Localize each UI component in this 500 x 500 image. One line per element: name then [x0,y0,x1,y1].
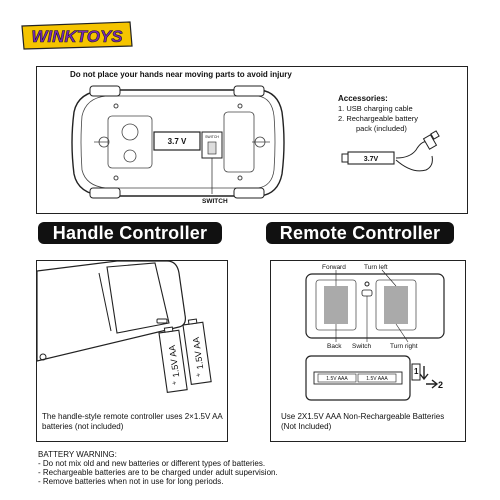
car-underside-diagram [64,82,288,202]
remote-step-1: 1 [414,367,419,376]
handle-battery-2-label: 1.5V AA [190,336,206,370]
battery-warning-item: - Do not mix old and new batteries or different types of batteries. [38,459,266,468]
remote-battery-1-label: 1.5V AAA [326,376,348,382]
remote-controller-caption: Use 2X1.5V AAA Non-Rechargeable Batteries (Not Included) [281,412,445,431]
car-switch-small-label: SWITCH [205,135,219,139]
remote-step-2: 2 [438,380,444,390]
battery-pack-label: 3.7V [363,156,379,163]
winktoys-logo [18,18,136,52]
turn-right-label: Turn right [390,343,418,350]
battery-warning-item: - Rechargeable batteries are to be charged under adult supervision. [38,468,278,477]
remote-battery-2-label: 1.5V AAA [366,376,388,382]
remote-controller-heading: Remote Controller [266,222,454,244]
injury-warning: Do not place your hands near moving parts to avoid injury [70,70,292,79]
car-battery-label: 3.7 V [167,137,187,146]
accessories-title: Accessories: [338,94,388,103]
handle-controller-heading: Handle Controller [38,222,222,244]
accessory-item-usb: 1. USB charging cable [338,104,413,113]
accessory-item-battery: 2. Rechargeable battery [338,114,419,123]
remote-controller-diagram [300,262,450,410]
handle-battery-1-label: 1.5V AA [166,344,182,378]
handle-controller-diagram [37,261,227,409]
battery-warning-title: BATTERY WARNING: [38,450,117,459]
svg-text:+: + [195,372,201,380]
forward-label: Forward [322,264,346,271]
accessory-item-battery-line2: pack (included) [356,124,407,133]
battery-warning-item: - Remove batteries when not in use for long periods. [38,477,224,486]
accessories-diagram [336,130,446,176]
svg-text:+: + [171,380,177,388]
logo-text: WINKTOYS [31,27,123,46]
turn-left-label: Turn left [364,264,388,271]
switch-label: Switch [352,343,372,350]
back-label: Back [327,343,342,350]
handle-controller-caption: The handle-style remote controller uses 2×1.5V AA batteries (not included) [42,412,223,431]
car-switch-label: SWITCH [202,198,228,205]
